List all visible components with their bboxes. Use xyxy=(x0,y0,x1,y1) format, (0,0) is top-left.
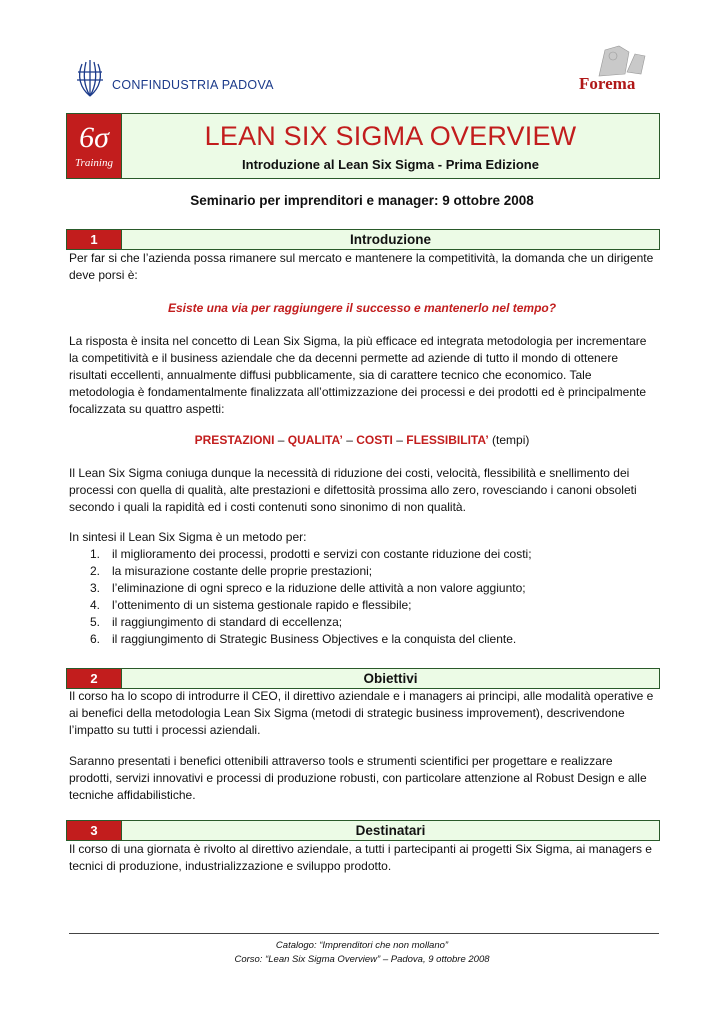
aspect-costi: COSTI xyxy=(356,433,393,447)
method-list xyxy=(90,546,650,648)
section-title: Obiettivi xyxy=(122,669,659,688)
list-item-text: il raggiungimento di standard di eccellenza; xyxy=(112,615,343,629)
list-item-text: l’ottenimento di un sistema gestionale rapido e flessibile; xyxy=(112,598,412,612)
page-subtitle: Introduzione al Lean Six Sigma - Prima Edizione xyxy=(242,156,539,172)
six-sigma-symbol: 6σ xyxy=(79,121,109,154)
aspect-flessibilita: FLESSIBILITA’ xyxy=(406,433,489,447)
confindustria-logo xyxy=(74,58,274,98)
list-item-text: la misurazione costante delle proprie prestazioni; xyxy=(112,564,373,578)
title-area xyxy=(122,114,659,178)
page-title: LEAN SIX SIGMA OVERVIEW xyxy=(204,120,577,151)
footer-divider xyxy=(69,933,659,934)
list-intro: In sintesi il Lean Six Sigma è un metodo per: xyxy=(69,530,307,544)
list-number: 5. xyxy=(90,615,101,629)
aspect-prestazioni: PRESTAZIONI xyxy=(194,433,275,447)
section-bar-introduzione xyxy=(66,229,660,250)
seminar-line: Seminario per imprenditori e manager: 9 ottobre 2008 xyxy=(190,193,534,208)
list-number: 1. xyxy=(90,547,101,561)
title-box xyxy=(66,113,660,179)
aspect-separator: – xyxy=(274,433,288,447)
intro-paragraph-2: La risposta è insita nel concetto di Lean Six Sigma, la più efficace ed integrata metodologia per incrementare la competitività e il business aziendale che da decenni permette ad aziende di tutto il mondo di ottenere risultati eccellenti, annualmente diffusi pubblicamente, sia di carattere tecnico che economico. Tale metodologia è fondamentalmente finalizzata all’ottimizzazione dei processi e dei prodotti ed è principalmente focalizzata su quattro aspetti: xyxy=(69,334,647,416)
list-number: 4. xyxy=(90,598,101,612)
section-title: Introduzione xyxy=(122,230,659,249)
section-number: 1 xyxy=(67,230,122,249)
list-item-text: l’eliminazione di ogni spreco e la riduzione delle attività a non valore aggiunto; xyxy=(112,581,526,595)
list-item xyxy=(90,580,650,597)
section-title: Destinatari xyxy=(122,821,659,840)
list-item xyxy=(90,563,650,580)
aspect-tail: (tempi) xyxy=(488,433,530,447)
aspect-separator: – xyxy=(392,433,407,447)
section-bar-obiettivi xyxy=(66,668,660,689)
footer-catalog: Catalogo: “Imprenditori che non mollano” xyxy=(275,940,449,951)
obiettivi-paragraph-1: Il corso ha lo scopo di introdurre il CEO, il direttivo aziendale e i managers ai principi, alle modalità operative e ai benefici della metodologia Lean Six Sigma (metodi di strategic business improvement), descrivendone l’impatto su tutti i processi aziendali. xyxy=(69,689,654,737)
list-item xyxy=(90,597,650,614)
intro-question: Esiste una via per raggiungere il successo e mantenerlo nel tempo? xyxy=(167,301,557,315)
list-item xyxy=(90,614,650,631)
list-number: 3. xyxy=(90,581,101,595)
list-item-text: il miglioramento dei processi, prodotti e servizi con costante riduzione dei costi; xyxy=(112,547,532,561)
list-number: 6. xyxy=(90,632,101,646)
aspect-qualita: QUALITA’ xyxy=(287,433,343,447)
four-aspects-line xyxy=(0,432,724,449)
destinatari-paragraph-1: Il corso di una giornata è rivolto al direttivo aziendale, a tutti i partecipanti ai progetti Six Sigma, ai managers e tecnici di produzione, industrializzazione e sviluppo prodotto. xyxy=(69,842,652,873)
forema-logo xyxy=(575,44,655,100)
section-number: 2 xyxy=(67,669,122,688)
forema-brand-text: Forema xyxy=(579,74,636,93)
list-item xyxy=(90,546,650,563)
section-bar-destinatari xyxy=(66,820,660,841)
forema-emblem-icon xyxy=(589,44,659,78)
list-item xyxy=(90,631,650,648)
aspect-separator: – xyxy=(342,433,357,447)
list-item-text: il raggiungimento di Strategic Business Objectives e la conquista del cliente. xyxy=(112,632,517,646)
footer-course: Corso: “Lean Six Sigma Overview” – Padova, 9 ottobre 2008 xyxy=(234,954,490,965)
confindustria-emblem-icon xyxy=(74,58,106,98)
six-sigma-badge xyxy=(67,114,122,178)
obiettivi-paragraph-2: Saranno presentati i benefici ottenibili attraverso tools e strumenti scientifici per progettare e realizzare prodotti, servizi innovativi e processi di produzione robusti, con particolare attenzione al Robust Design e alle tecniche affidabilistiche. xyxy=(69,754,647,802)
training-caption: Training xyxy=(75,157,113,169)
list-number: 2. xyxy=(90,564,101,578)
section-number: 3 xyxy=(67,821,122,840)
intro-paragraph-3: Il Lean Six Sigma coniuga dunque la necessità di riduzione dei costi, velocità, flessibilità e snellimento dei processi con quella di qualità, alte prestazioni e difettosità prossima allo zero, rovesciando i canoni obsoleti secondo i quali la rapidità ed i costi contenuti sono sinonimo di non qualità. xyxy=(69,466,637,514)
intro-paragraph-1: Per far si che l’azienda possa rimanere sul mercato e mantenere la competitività, la domanda che un dirigente deve porsi è: xyxy=(69,251,654,282)
confindustria-brand-text: CONFINDUSTRIA PADOVA xyxy=(112,78,274,92)
